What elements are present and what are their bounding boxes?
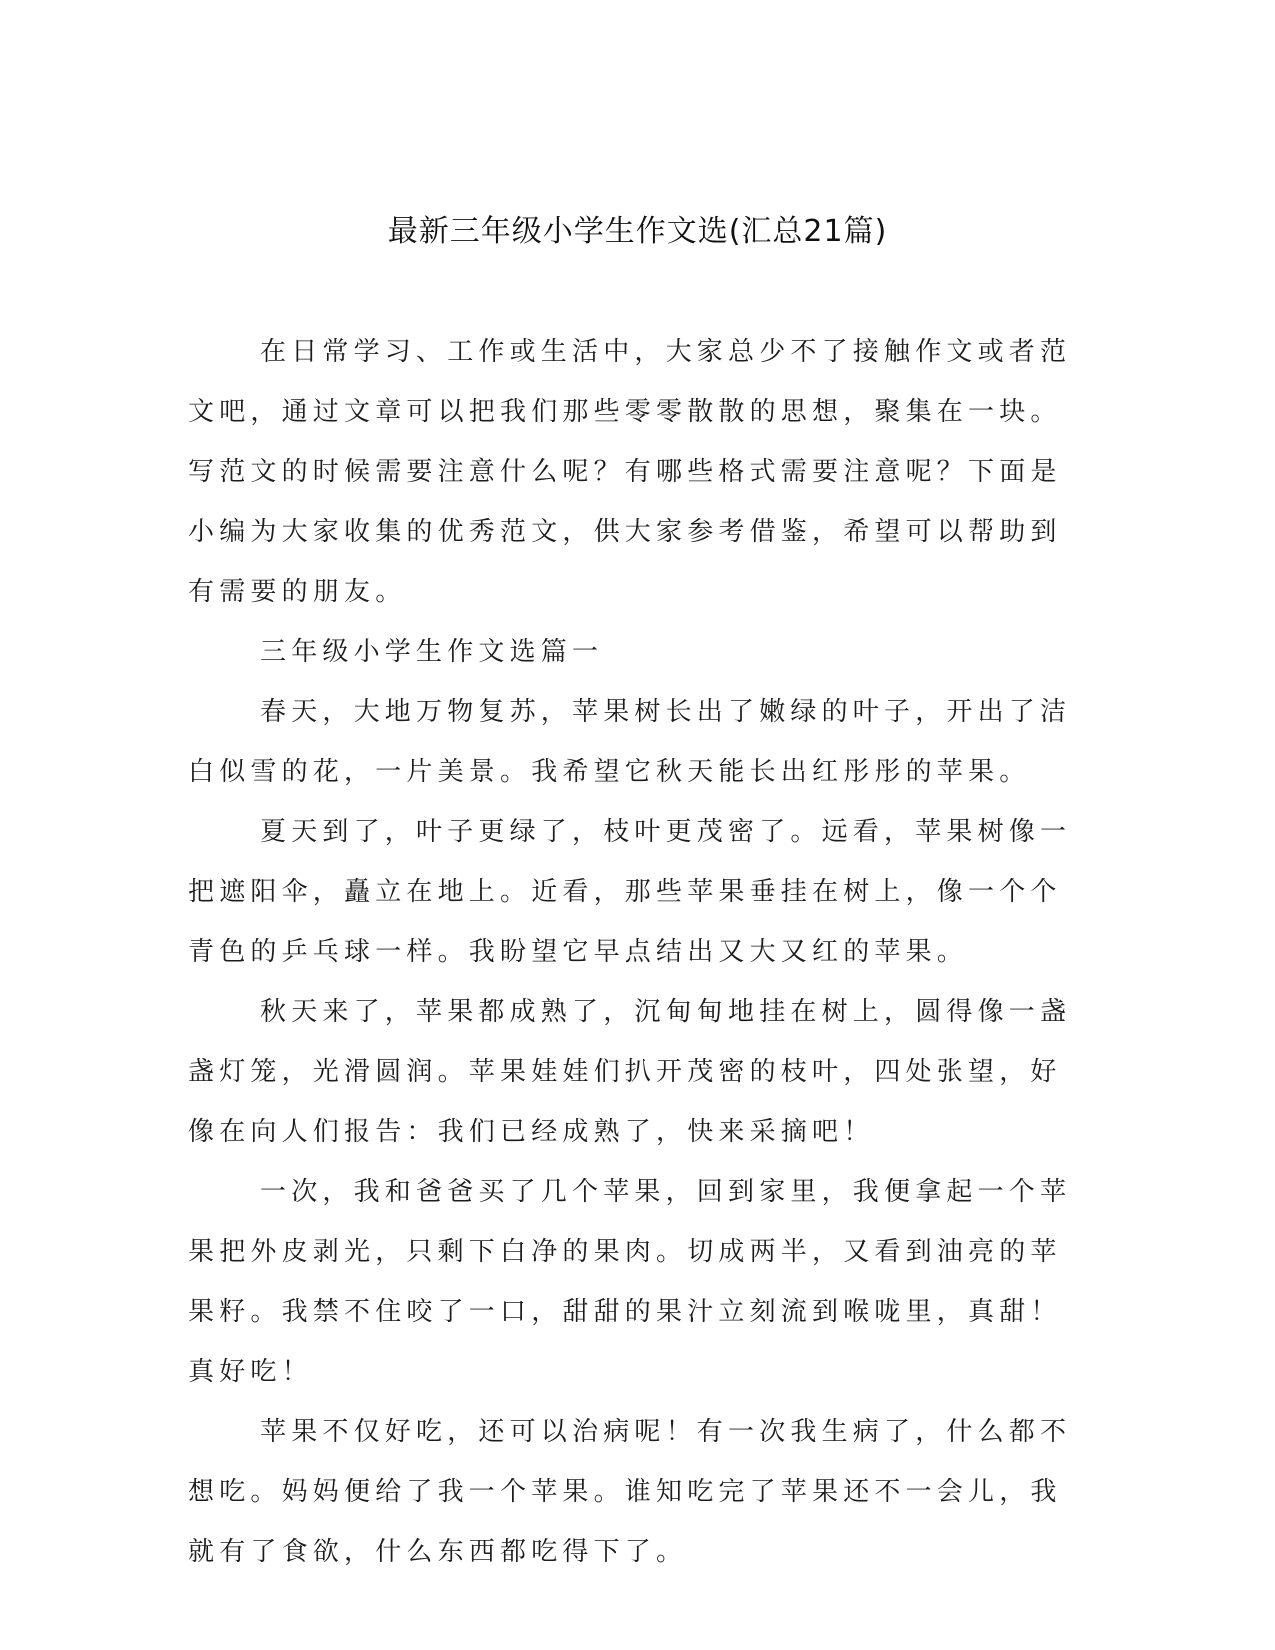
paragraph-summer: 夏天到了，叶子更绿了，枝叶更茂密了。远看，苹果树像一把遮阳伞，矗立在地上。近看，那些苹果垂挂在树上，像一个个青色的乒乓球一样。我盼望它早点结出又大又红的苹果。: [188, 817, 1072, 967]
document-title: 最新三年级小学生作文选(汇总21篇): [387, 214, 888, 249]
paragraph-healing: 苹果不仅好吃，还可以治病呢！有一次我生病了，什么都不想吃。妈妈便给了我一个苹果。谁知吃完了苹果还不一会儿，我就有了食欲，什么东西都吃得下了。: [188, 1417, 1072, 1567]
section-heading: 三年级小学生作文选篇一: [260, 637, 604, 667]
document-body: [188, 322, 1073, 1582]
paragraph-eating-apple: 一次，我和爸爸买了几个苹果，回到家里，我便拿起一个苹果把外皮剥光，只剩下白净的果肉。切成两半，又看到油亮的苹果籽。我禁不住咬了一口，甜甜的果汁立刻流到喉咙里，真甜！真好吃！: [188, 1177, 1072, 1387]
paragraph-spring: 春天，大地万物复苏，苹果树长出了嫩绿的叶子，开出了洁白似雪的花，一片美景。我希望它秋天能长出红彤彤的苹果。: [188, 697, 1072, 787]
paragraph-autumn: 秋天来了，苹果都成熟了，沉甸甸地挂在树上，圆得像一盏盏灯笼，光滑圆润。苹果娃娃们扒开茂密的枝叶，四处张望，好像在向人们报告：我们已经成熟了，快来采摘吧！: [188, 997, 1072, 1147]
intro-paragraph: 在日常学习、工作或生活中，大家总少不了接触作文或者范文吧，通过文章可以把我们那些零零散散的思想，聚集在一块。写范文的时候需要注意什么呢？有哪些格式需要注意呢？下面是小编为大家收集的优秀范文，供大家参考借鉴，希望可以帮助到有需要的朋友。: [188, 337, 1072, 607]
